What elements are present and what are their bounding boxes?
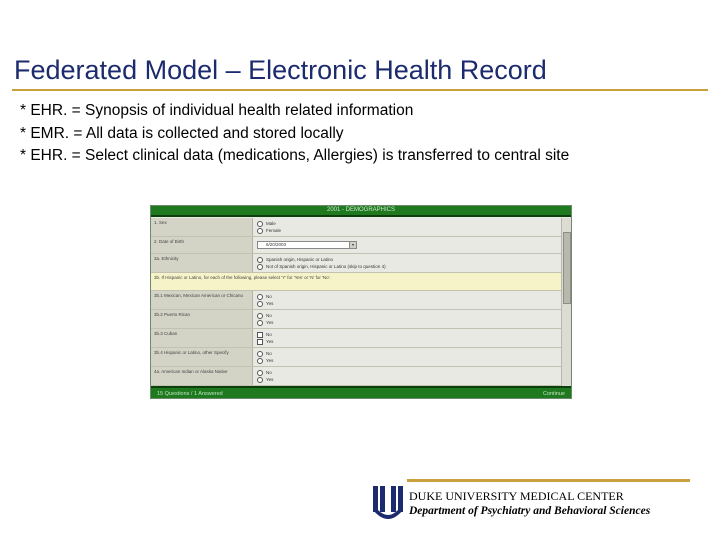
demographics-form-screenshot [150, 205, 572, 399]
title-divider [12, 89, 708, 91]
bullet-item: * EMR. = All data is collected and stored locally [20, 124, 344, 142]
form-row-other-hispanic [151, 348, 561, 367]
logo-bar [380, 486, 385, 512]
answer-options [253, 237, 561, 253]
question-label: 3b.2 Puerto Rican [151, 310, 253, 328]
duke-logo-icon [371, 484, 405, 522]
form-row-dob [151, 237, 561, 254]
chevron-down-icon[interactable]: ▾ [349, 242, 356, 248]
question-label: 1. Sex [151, 218, 253, 236]
answer-options [253, 218, 561, 236]
organization-name: DUKE UNIVERSITY MEDICAL CENTER [409, 489, 624, 503]
radio-icon[interactable] [257, 294, 263, 300]
form-title: 2001 - DEMOGRAPHICS [151, 206, 571, 217]
option-label: Yes [266, 339, 274, 344]
radio-icon[interactable] [257, 228, 263, 234]
radio-icon[interactable] [257, 320, 263, 326]
option-yes[interactable] [257, 319, 557, 326]
form-row-puerto-rican [151, 310, 561, 329]
logo-arc [373, 510, 403, 519]
bullet-item: * EHR. = Synopsis of individual health related information [20, 102, 414, 119]
radio-icon[interactable] [257, 301, 263, 307]
form-body [151, 218, 561, 386]
footer-divider [407, 479, 690, 482]
option-no[interactable] [257, 312, 557, 319]
answer-options [253, 329, 561, 347]
option-hispanic[interactable] [257, 256, 557, 263]
radio-icon[interactable] [257, 370, 263, 376]
option-label: Yes [266, 377, 274, 382]
option-label: Yes [266, 320, 274, 325]
option-label: Not of Spanish origin, Hispanic or Latino (skip to question 4) [266, 264, 386, 269]
radio-icon[interactable] [257, 221, 263, 227]
option-no[interactable] [257, 293, 557, 300]
department-name: Department of Psychiatry and Behavioral Sciences [409, 505, 651, 517]
question-label: 3b.3 Cuban [151, 329, 253, 347]
radio-icon[interactable] [257, 351, 263, 357]
option-label: No [266, 332, 272, 337]
option-label: No [266, 370, 272, 375]
scrollbar-thumb[interactable] [563, 232, 571, 304]
form-row-cuban [151, 329, 561, 348]
form-row-american-indian [151, 367, 561, 386]
answer-options [253, 254, 561, 272]
option-no[interactable] [257, 369, 557, 376]
form-footer [151, 386, 571, 398]
option-male[interactable] [257, 220, 557, 227]
option-yes[interactable] [257, 300, 557, 307]
answer-options [253, 348, 561, 366]
radio-icon[interactable] [257, 264, 263, 270]
logo-bar [373, 486, 378, 512]
questions-answered-status: 15 Questions / 1 Answered [157, 391, 223, 397]
form-row-mexican [151, 291, 561, 310]
answer-options [253, 367, 561, 385]
question-label: 4a. American Indian or Alaska Native [151, 367, 253, 385]
option-label: Yes [266, 358, 274, 363]
option-label: Male [266, 221, 276, 226]
radio-icon[interactable] [257, 377, 263, 383]
option-label: No [266, 294, 272, 299]
form-instruction-note: 3b. If Hispanic or Latino, for each of the following, please select 'Y' for 'Yes' or 'N' for 'No'. [151, 273, 561, 291]
option-female[interactable] [257, 227, 557, 234]
option-yes[interactable] [257, 376, 557, 383]
option-no[interactable] [257, 350, 557, 357]
question-label: 2. Date of Birth [151, 237, 253, 253]
option-label: No [266, 351, 272, 356]
option-not-hispanic[interactable] [257, 263, 557, 270]
slide-title: Federated Model – Electronic Health Record [14, 55, 547, 85]
answer-options [253, 310, 561, 328]
option-yes[interactable] [257, 357, 557, 364]
option-label: Yes [266, 301, 274, 306]
form-row-ethnicity [151, 254, 561, 273]
answer-options [253, 291, 561, 309]
checkbox-icon[interactable] [257, 332, 263, 338]
logo-bar [398, 486, 403, 512]
question-label: 3b.1 Mexican, Mexican American or Chicano [151, 291, 253, 309]
option-label: Spanish origin, Hispanic or Latino [266, 257, 334, 262]
radio-icon[interactable] [257, 313, 263, 319]
option-label: Female [266, 228, 282, 233]
continue-button[interactable]: Continue [542, 391, 565, 397]
option-label: No [266, 313, 272, 318]
radio-icon[interactable] [257, 257, 263, 263]
form-scrollbar[interactable] [561, 218, 571, 386]
date-value: 6/20/2003 [266, 242, 287, 247]
checkbox-icon[interactable] [257, 339, 263, 345]
date-of-birth-field[interactable] [257, 241, 357, 249]
question-label: 3a. Ethnicity [151, 254, 253, 272]
bullet-list [20, 100, 569, 168]
bullet-item: * EHR. = Select clinical data (medications, Allergies) is transferred to central site [20, 147, 570, 164]
form-row-sex [151, 218, 561, 237]
option-no[interactable] [257, 331, 557, 338]
radio-icon[interactable] [257, 358, 263, 364]
logo-bar [391, 486, 396, 512]
question-label: 3b.4 Hispanic or Latino, other Specify [151, 348, 253, 366]
option-yes[interactable] [257, 338, 557, 345]
